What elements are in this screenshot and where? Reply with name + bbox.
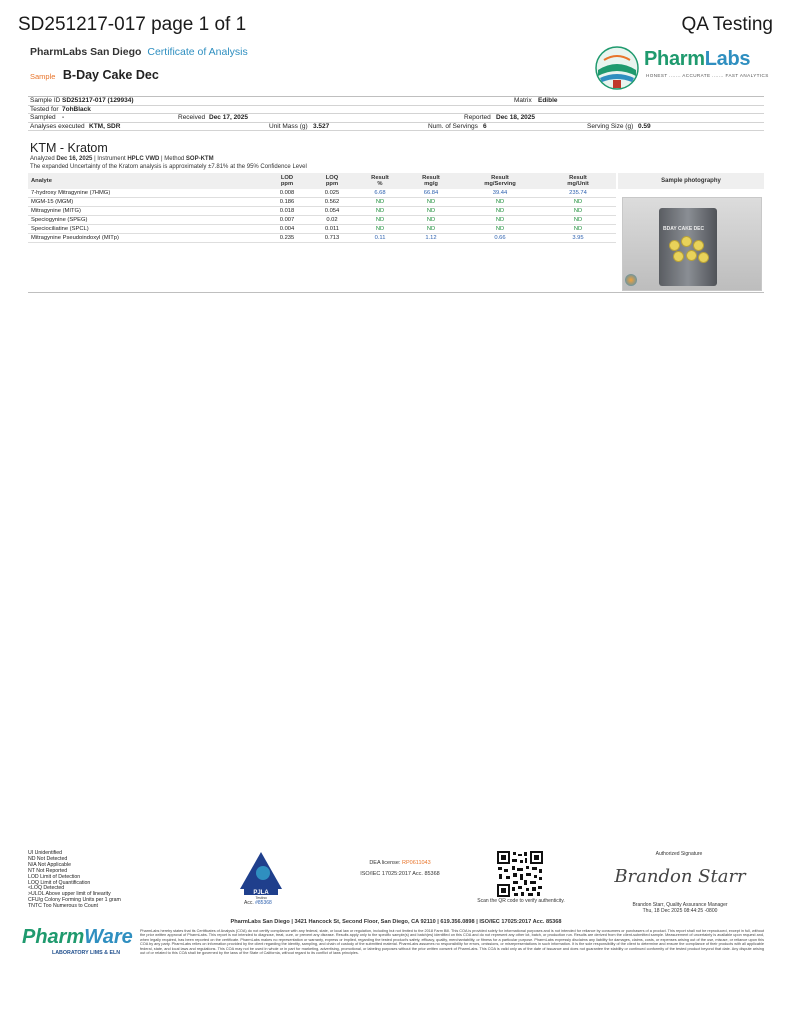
result-mgg: ND [402,225,460,234]
analyte-name: 7-hydroxy Mitragynine (7HMG) [28,189,268,198]
dea-label: DEA license: [369,860,401,866]
result-pct: ND [358,216,402,225]
analyses-value: KTM, SDR [89,122,121,130]
sample-photo [622,197,762,291]
servings-value: 6 [483,122,487,130]
loq-value: 0.054 [306,207,358,216]
lod-value: 0.007 [268,216,306,225]
legend-item: N/A Not Applicable [28,861,71,868]
analyses-label: Analyses executed [30,122,85,130]
col-analyte: Analyte [28,173,268,189]
result-mgs: ND [460,207,540,216]
pharmware-subtitle: LABORATORY LIMS & ELN [52,950,121,956]
abbreviation-legend [28,851,121,910]
result-mgg: 1.12 [402,234,460,243]
result-mgs: 39.44 [460,189,540,198]
serving-size-label: Serving Size (g) [587,122,634,130]
info-row [28,106,764,115]
sampled-label: Sampled [30,114,56,121]
pharmlabs-logo [594,42,769,94]
sample-info-grid [28,96,764,131]
pjla-acc-number: #85368 [255,900,272,906]
matrix-value: Edible [538,97,558,104]
legend-item: CFU/g Colony Forming Units per 1 gram [28,897,121,904]
analyte-name: Mitragynine Pseudoindoxyl (MITp) [28,234,268,243]
pjla-name: PJLA [253,890,269,896]
loq-value: 0.025 [306,189,358,198]
lab-stamp-icon [625,274,637,286]
globe-icon [594,44,640,92]
result-pct: 0.11 [358,234,402,243]
signature-date: Thu, 18 Dec 2025 08:44:25 -0800 [642,908,718,914]
section-divider [28,292,764,293]
qr-caption: Scan the QR code to verify authenticity. [477,898,565,904]
analyte-name: Speciociliatine (SPCL) [28,225,268,234]
info-row [28,123,764,132]
legend-item: NT Not Reported [28,867,68,874]
qr-code[interactable] [496,850,544,898]
signer-block [600,902,760,914]
lab-address: PharmLabs San Diego | 3421 Hancock St, Second Floor, San Diego, CA 92110 | 619.356.0898 | ISO/IEC 17025:2017 Acc. 85368 [230,919,562,925]
logo-pharm: Pharm [644,48,705,70]
loq-value: 0.011 [306,225,358,234]
analyzed-label: Analyzed [30,156,55,162]
pharmware-logo [22,926,133,960]
gummy [698,252,709,263]
result-mgs: 0.66 [460,234,540,243]
sample-name: B-Day Cake Dec [62,68,159,82]
gummy [669,240,680,251]
sample-id-label: Sample ID [30,97,61,104]
col-loq: LOQ ppm [306,173,358,189]
pjla-sub: Testing [255,896,267,899]
document-title: SD251217-017 page 1 of 1 [18,14,247,35]
lod-value: 0.186 [268,198,306,207]
signer-name-title: Brandon Starr, Quality Assurance Manager [632,902,728,908]
pjla-accreditation [236,849,286,909]
loq-value: 0.713 [306,234,358,243]
result-mgu: 235.74 [540,189,616,198]
logo-tagline: HONEST ....... ACCURATE ....... FAST ANALYTICS [646,73,769,78]
analysis-meta: Analyzed Dec 16, 2025 | Instrument HPLC VWD | Method SOP-KTM [30,156,214,162]
col-result-mgs: Result mg/Serving [460,173,540,189]
legend-item: LOQ Limit of Quantification [28,879,91,886]
gummy [673,251,684,262]
table-row [28,216,616,225]
product-bag [659,208,717,286]
result-mgg: 66.84 [402,189,460,198]
signature-image: Brandon Starr [614,866,746,887]
result-mgg: ND [402,207,460,216]
table-row [28,189,616,198]
tested-for-label: Tested for [30,105,59,113]
lod-value: 0.235 [268,234,306,243]
analyte-name: Speciogynine (SPEG) [28,216,268,225]
legend-item: <LOQ Detected [28,885,65,892]
result-mgu: ND [540,225,616,234]
analyte-name: MGM-15 (MGM) [28,198,268,207]
legend-item: >ULOL Above upper limit of linearity [28,891,111,898]
loq-value: 0.562 [306,198,358,207]
analyzed-value: Dec 16, 2025 [56,156,93,162]
reported-label: Reported [464,114,491,121]
result-mgs: ND [460,225,540,234]
unit-mass-label: Unit Mass (g) [269,122,308,130]
lod-value: 0.018 [268,207,306,216]
result-pct: ND [358,198,402,207]
analyte-name: Mitragynine (MITG) [28,207,268,216]
legend-item: TNTC Too Numerous to Count [28,903,98,910]
table-row [28,234,616,243]
col-result-mgu: Result mg/Unit [540,173,616,189]
result-mgs: ND [460,198,540,207]
instrument-value: HPLC VWD [127,156,160,162]
logo-labs: Labs [704,48,751,70]
result-mgu: 3.95 [540,234,616,243]
result-pct: ND [358,207,402,216]
col-result-pct: Result % [358,173,402,189]
dea-license-number: RP0611043 [402,860,431,866]
legend-item: UI Unidentified [28,850,63,856]
result-mgs: ND [460,216,540,225]
reported-value: Dec 18, 2025 [496,114,536,121]
info-row [28,97,764,106]
table-row [28,225,616,234]
legend-item: ND Not Detected [28,855,68,862]
results-table [28,173,616,243]
pharmware-wordmark: PharmWare [22,926,133,948]
pjla-logo-icon [236,849,286,899]
result-mgu: ND [540,216,616,225]
lod-value: 0.008 [268,189,306,198]
loq-value: 0.02 [306,216,358,225]
result-pct: 6.68 [358,189,402,198]
received-value: Dec 17, 2025 [209,114,249,121]
info-row [28,114,764,123]
sample-line [30,66,159,84]
section-title: KTM - Kratom [30,141,108,155]
pjla-acc: Acc. #85368 [244,900,272,906]
table-row [28,207,616,216]
table-row [28,198,616,207]
uncertainty-note: The expanded Uncertainty of the Kratom analysis is approximately ±7.81% at the 95% Confidence Level [30,164,307,170]
received-label: Received [178,114,206,121]
lod-value: 0.004 [268,225,306,234]
instrument-label: Instrument [97,156,126,162]
matrix-label: Matrix [514,97,532,104]
method-value: SOP-KTM [185,156,214,162]
servings-label: Num. of Servings [428,122,478,130]
sample-label: Sample [30,72,56,81]
result-mgg: ND [402,198,460,207]
result-mgg: ND [402,216,460,225]
gummy [686,250,697,261]
photo-header: Sample photography [618,173,764,189]
dea-license-block [340,858,460,880]
signature-header: Authorized Signature [655,851,703,857]
lab-line [30,46,248,58]
result-pct: ND [358,225,402,234]
col-result-mgg: Result mg/g [402,173,460,189]
coa-title: Certificate of Analysis [147,46,248,58]
bag-label: BDAY CAKE DEC [663,226,705,232]
legend-item: LOD Limit of Detection [28,873,81,880]
unit-mass-value: 3.527 [313,122,330,130]
gummy [681,236,692,247]
result-mgu: ND [540,198,616,207]
serving-size-value: 0.59 [638,122,651,130]
method-label: Method [164,156,185,162]
gummy [693,240,704,251]
sample-id-value: SD251217-017 (129934) [62,97,134,104]
legal-disclaimer: PharmLabs hereby states that its Certificates of Analysis (COA) do not certify compliance with any federal, state, or local law or regulation, including but not limited to the 2018 Farm Bill. This COA is provided solely for informational purposes and is not intended for reliance by consumers or purchasers of a product. This report shall not be reproduced, except in full, without the prior written approval of PharmLabs. This report is not intended to diagnose, treat, cure, or prevent any disease. Results apply only to the specific sample(s) and batch(es) identified on this COA and do not represent any other lot, batch, or production run. Results are derived from the client-submitted sample. Measurement of uncertainty is available upon request and, when legally required, has been reported on the certificate. PharmLabs makes no representation or warranty, express or implied, regarding the tested product's safety, efficacy, quality, merchantability, or fitness for a particular purpose. PharmLabs expressly disclaims any liability for damages, claims, costs, or expenses arising out of the use, misuse, or reliance upon this COA by any party. PharmLabs relies on information provided by the client regarding the identity, sampling, and chain of custody of the submitted material. PharmLabs assumes no responsibility for errors, omissions, or misrepresentations in such information. It is the sole responsibility of the client to determine and ensure the compliance of their products with all applicable federal, state, and local laws and regulations. This COA may not be used in whole or in part for marketing, advertising, promotional, or labeling purposes without the prior written consent of PharmLabs. This COA is valid only as of the date of issuance and does not guarantee the stability or continued conformity of the tested product beyond that date. Any dispute arising out of or related to this COA shall be governed by the laws of the State of California, without regard to its conflict of laws principles. [140,929,764,956]
lab-name: PharmLabs San Diego [30,46,142,58]
logo-wordmark [644,48,750,71]
sampled-value: - [62,114,65,121]
result-mgu: ND [540,207,616,216]
tested-for-value: 7ohBlack [62,105,91,113]
qa-testing-title: QA Testing [681,14,773,35]
col-lod: LOD ppm [268,173,306,189]
iso-accreditation: ISO/IEC 17025:2017 Acc. 85368 [360,871,440,877]
results-header-row [28,173,616,189]
